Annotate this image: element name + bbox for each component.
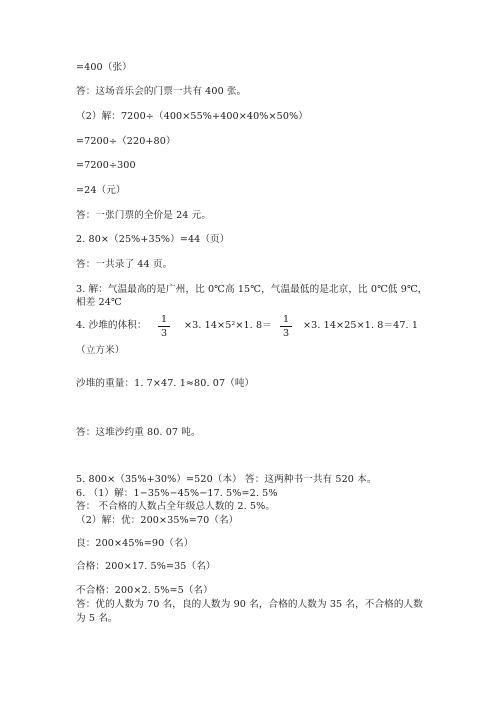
line-q3-difference: 相差 24℃ [76, 297, 122, 308]
fraction-numerator: 1 [160, 314, 168, 325]
fraction-denominator: 3 [282, 328, 290, 339]
line-q6-pass: 合格：200×17. 5%=35（名） [76, 561, 216, 572]
line-q5: 5. 800×（35%+30%）=520（本） 答：这两种书一共有 520 本。 [76, 474, 377, 485]
line-conclusion-tickets: 答：这场音乐会的门票一共有 400 张。 [76, 86, 247, 97]
line-q6-answer: 答：优的人数为 70 名，良的人数为 90 名，合格的人数为 35 名，不合格的人数 [76, 599, 423, 610]
line-q4-weight: 沙堆的重量：1. 7×47. 1≈80. 07（吨） [76, 378, 255, 389]
fraction-denominator: 3 [160, 328, 168, 339]
line-q4-answer: 答：这堆沙约重 80. 07 吨。 [76, 427, 201, 438]
fraction-numerator: 1 [282, 314, 290, 325]
line-q4-volume-result: ×3. 14×25×1. 8＝47. 1 [303, 320, 419, 331]
fraction-bar [280, 326, 292, 327]
line-q6-part1: 6. （1）解：1−35%−45%−17. 5%=2. 5% [76, 488, 278, 499]
line-q6-part1-answer: 答： 不合格的人数占全年级总人数的 2. 5%。 [76, 501, 276, 512]
line-conclusion-price: 答：一张门票的全价是 24 元。 [76, 210, 212, 221]
line-q6-part2-excellent: （2）解：优：200×35%=70（名） [76, 515, 239, 526]
line-q6-fail: 不合格：200×2. 5%=5（名） [76, 585, 213, 596]
fraction-one-third [158, 314, 170, 339]
line-q6-answer-cont: 为 5 名。 [76, 613, 118, 624]
fraction-bar [158, 326, 170, 327]
fraction-one-third [280, 314, 292, 339]
line-part2-setup: （2）解：7200÷（400×55%+400×40%×50%） [76, 111, 308, 122]
line-q4-unit: （立方米） [76, 345, 125, 356]
line-q2-calc: 2. 80×（25%+35%）=44（页） [76, 234, 230, 245]
line-q4-volume-label: 4. 沙堆的体积： [76, 320, 147, 331]
line-answer-400: =400（张） [76, 62, 132, 73]
line-part2-result: =24（元） [76, 185, 126, 196]
line-q4-volume-expr: ×3. 14×5²×1. 8＝ [184, 320, 272, 331]
line-part2-step2: =7200÷300 [76, 160, 136, 171]
line-part2-step1: =7200÷（220+80） [76, 136, 176, 147]
line-q3-solution: 3. 解：气温最高的是广州，比 0℃高 15℃，气温最低的是北京，比 0℃低 9℃， [76, 284, 428, 295]
line-q6-good: 良：200×45%=90（名） [76, 538, 194, 549]
line-q2-answer: 答：一共录了 44 页。 [76, 259, 173, 270]
